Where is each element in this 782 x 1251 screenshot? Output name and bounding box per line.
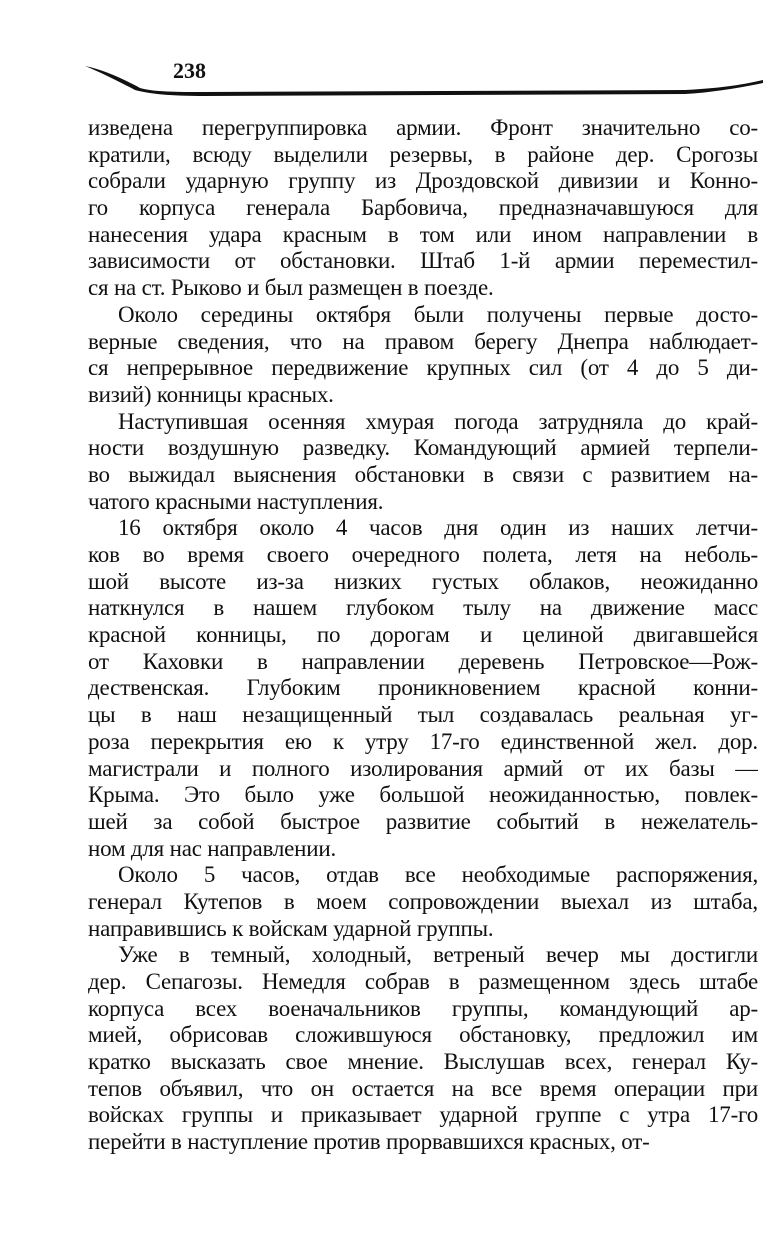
paragraph xyxy=(88,302,758,409)
text-line: мией, обрисовав сложившуюся обстановку, предложил им xyxy=(88,1022,758,1048)
text-line: кратко высказать свое мнение. Выслушав всех, генерал Ку- xyxy=(88,1049,758,1075)
text-line: 16 октября около 4 часов дня один из наших летчи- xyxy=(118,515,758,541)
text-line: визий) конницы красных. xyxy=(88,381,334,407)
text-line: генерал Кутепов в моем сопровождении выехал из штаба, xyxy=(88,888,758,914)
text-line: во выжидал выяснения обстановки в связи с развитием на- xyxy=(88,461,758,487)
text-line: зависимости от обстановки. Штаб 1-й армии переместил- xyxy=(88,248,758,274)
paragraph xyxy=(88,409,758,516)
text-line: нанесения удара красным в том или ином направлении в xyxy=(88,221,758,247)
text-line: кратили, всюду выделили резервы, в районе дер. Срогозы xyxy=(88,141,758,167)
text-line: чатого красными наступления. xyxy=(88,488,384,514)
text-line: направившись к войскам ударной группы. xyxy=(88,915,494,941)
text-line: войсках группы и приказывает ударной группе с утра 17-го xyxy=(88,1102,758,1128)
paragraph xyxy=(88,115,758,302)
text-line: шой высоте из-за низких густых облаков, неожиданно xyxy=(88,568,758,594)
text-line: ном для нас направлении. xyxy=(88,835,337,861)
text-line: Около 5 часов, отдав все необходимые распоряжения, xyxy=(118,862,758,888)
text-line: дественская. Глубоким проникновением красной конни- xyxy=(88,675,758,701)
text-line: Наступившая осенняя хмурая погода затрудняла до край- xyxy=(118,408,758,434)
text-line: корпуса всех военачальников группы, командующий ар- xyxy=(88,995,758,1021)
text-line: ся непрерывное передвижение крупных сил (от 4 до 5 ди- xyxy=(88,355,758,381)
text-line: ся на ст. Рыково и был размещен в поезде. xyxy=(88,275,494,301)
text-line: от Каховки в направлении деревень Петровское—Рож- xyxy=(88,648,758,674)
text-line: верные сведения, что на правом берегу Днепра наблюдает- xyxy=(88,328,758,354)
paragraph xyxy=(88,862,758,942)
text-line: роза перекрытия ею к утру 17-го единственной жел. дор. xyxy=(88,728,758,754)
text-line: тепов объявил, что он остается на все время операции при xyxy=(88,1075,758,1101)
text-line: магистрали и полного изолирования армий от их базы — xyxy=(88,755,758,781)
text-line: перейти в наступление против прорвавшихся красных, от- xyxy=(88,1129,650,1155)
page-header xyxy=(85,52,765,102)
text-line: Уже в темный, холодный, ветреный вечер мы достигли xyxy=(118,942,758,968)
text-line: ности воздушную разведку. Командующий армией терпели- xyxy=(88,435,758,461)
text-line: изведена перегруппировка армии. Фронт значительно со- xyxy=(88,115,758,140)
body-text xyxy=(88,115,758,1156)
paragraph xyxy=(88,942,758,1156)
text-line: Крыма. Это было уже большой неожиданностью, повлек- xyxy=(88,782,758,808)
text-line: ков во время своего очередного полета, летя на неболь- xyxy=(88,542,758,567)
text-line: цы в наш незащищенный тыл создавалась реальная уг- xyxy=(88,702,758,728)
text-line: Около середины октября были получены первые досто- xyxy=(118,301,758,327)
paragraph xyxy=(88,515,758,862)
text-line: дер. Сепагозы. Немедля собрав в размещенном здесь штабе xyxy=(88,969,758,994)
text-line: наткнулся в нашем глубоком тылу на движение масс xyxy=(88,595,758,621)
text-line: шей за собой быстрое развитие событий в нежелатель- xyxy=(88,808,758,834)
text-line: собрали ударную группу из Дроздовской дивизии и Конно- xyxy=(88,168,758,194)
text-line: красной конницы, по дорогам и целиной двигавшейся xyxy=(88,622,758,648)
page-number: 238 xyxy=(173,58,206,83)
text-line: го корпуса генерала Барбовича, предназначавшуюся для xyxy=(88,195,758,221)
